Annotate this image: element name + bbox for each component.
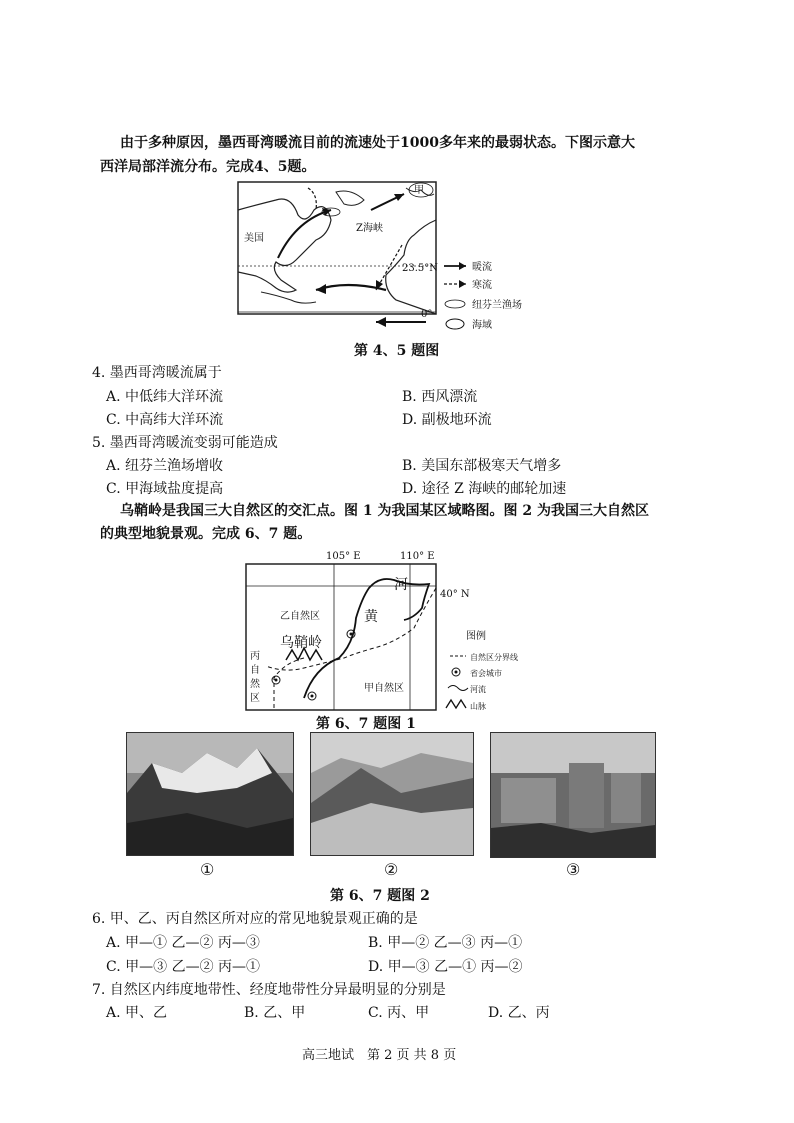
question-6-option-a[interactable]: A. 甲—① 乙—② 丙—③ [106,935,260,951]
intro-6-7-line1: 乌鞘岭是我国三大自然区的交汇点。图 1 为我国某区域略图。图 2 为我国三大自然区 [120,503,649,519]
question-7-option-a[interactable]: A. 甲、乙 [106,1005,168,1021]
figure-region-map [244,548,518,714]
map2-legend-mountain: 山脉 [470,702,486,711]
map2-lon-105: 105° E [326,551,361,562]
map2-legend-river: 河流 [470,685,486,694]
map1-label-lat: 23.5°N [402,263,439,274]
question-7-option-d[interactable]: D. 乙、丙 [488,1005,550,1021]
photo-label-2: ② [384,860,399,879]
map2-lat-40: 40° N [440,589,470,600]
question-5-option-a[interactable]: A. 纽芬兰渔场增收 [106,458,224,474]
photo-label-3: ③ [566,860,581,879]
map2-zone-bing-3: 然 [250,679,260,690]
intro-4-5-line2: 西洋局部洋流分布。完成4、5题。 [100,159,316,175]
map2-zone-yi: 乙自然区 [280,611,320,622]
question-7-option-b[interactable]: B. 乙、甲 [244,1005,306,1021]
question-4-option-b[interactable]: B. 西风漂流 [402,389,478,405]
figure-6-7-caption-1: 第 6、7 题图 1 [316,716,416,732]
legend-cold: 寒流 [472,280,492,291]
photo-danxia [490,732,656,858]
map2-lon-110: 110° E [400,551,435,562]
question-5-option-d[interactable]: D. 途径 Z 海峡的邮轮加速 [402,481,567,497]
page-footer: 高三地试 第 2 页 共 8 页 [302,1048,457,1063]
map2-zone-bing-1: 丙 [250,651,260,662]
map1-label-equator: 0° [421,309,433,320]
legend-sea: 海域 [472,320,492,331]
photo-label-1: ① [200,860,215,879]
intro-6-7-line2: 的典型地貌景观。完成 6、7 题。 [100,526,312,542]
figure-4-5-caption: 第 4、5 题图 [354,343,440,359]
question-4-stem: 4. 墨西哥湾暖流属于 [92,365,222,381]
map2-legend-title: 图例 [466,631,486,642]
map2-river-he: 河 [394,577,408,593]
map2-zone-bing-4: 区 [250,693,260,704]
intro-4-5-line1: 由于多种原因，墨西哥湾暖流目前的流速处于1000多年来的最弱状态。下图示意大 [120,135,635,151]
question-5-stem: 5. 墨西哥湾暖流变弱可能造成 [92,435,278,451]
map1-label-strait: Z海峡 [356,223,383,234]
figure-atlantic-currents [236,180,546,340]
question-4-option-c[interactable]: C. 中高纬大洋环流 [106,412,224,428]
question-5-option-b[interactable]: B. 美国东部极寒天气增多 [402,458,562,474]
question-7-option-c[interactable]: C. 丙、甲 [368,1005,430,1021]
map1-label-jia: 甲 [414,185,424,196]
photo-desert [310,732,474,856]
atlantic-map [236,180,546,340]
question-6-option-d[interactable]: D. 甲—③ 乙—① 丙—② [368,959,523,975]
map1-label-usa: 美国 [244,233,264,244]
question-5-option-c[interactable]: C. 甲海域盐度提高 [106,481,224,497]
photo-mountain [126,732,294,856]
map2-legend-city: 省会城市 [470,669,502,678]
figure-6-7-caption-2: 第 6、7 题图 2 [330,888,430,904]
question-6-option-b[interactable]: B. 甲—② 乙—③ 丙—① [368,935,523,951]
legend-warm: 暖流 [472,262,492,273]
question-6-stem: 6. 甲、乙、丙自然区所对应的常见地貌景观正确的是 [92,911,418,927]
question-4-option-d[interactable]: D. 副极地环流 [402,412,492,428]
question-7-stem: 7. 自然区内纬度地带性、经度地带性分异最明显的分别是 [92,982,446,998]
question-6-option-c[interactable]: C. 甲—③ 乙—② 丙—① [106,959,261,975]
map2-zone-bing-2: 自 [250,665,260,676]
map2-zone-jia: 甲自然区 [364,683,404,694]
map2-mountain-label: 乌鞘岭 [280,635,322,651]
map2-legend-boundary: 自然区分界线 [470,653,518,662]
question-4-option-a[interactable]: A. 中低纬大洋环流 [106,389,224,405]
legend-fishery: 纽芬兰渔场 [472,300,522,311]
map2-river-huang: 黄 [364,609,378,625]
